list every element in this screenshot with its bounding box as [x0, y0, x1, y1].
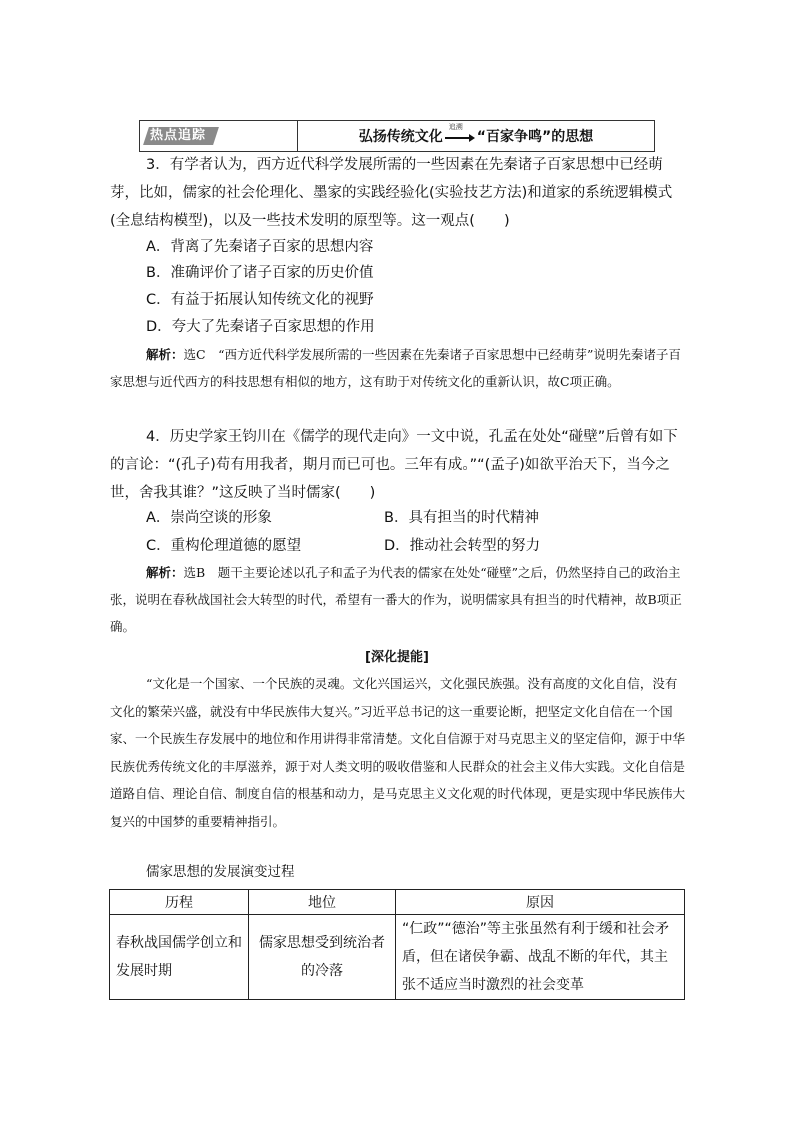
q3-option-d: D．夸大了先秦诸子百家思想的作用 — [146, 319, 375, 335]
cell-stage: 春秋战国儒学创立和发展时期 — [110, 915, 249, 1000]
banner-title-left: 弘扬传统文化 — [358, 129, 443, 145]
q4-analysis-text: 选B 题干主要论述以孔子和孟子为代表的儒家在处处“碰壁”之后，仍然坚持自己的政治主张，说明在春秋战国社会大转型的时代，希望有一番大的作为，说明儒家具有担当的时代精神，故B项正确。 — [110, 565, 682, 634]
table-title: 儒家思想的发展演变过程 — [146, 864, 295, 880]
cell-reason: “仁政”“德治”等主张虽然有利于缓和社会矛盾，但在诸侯争霸、战乱不断的年代，其主张不适应当时激烈的社会变革 — [396, 915, 685, 1000]
q4-option-d: D．推动社会转型的努力 — [384, 538, 541, 554]
banner-tag — [140, 121, 298, 151]
q3-option-c: C．有益于拓展认知传统文化的视野 — [146, 292, 374, 308]
right-arrow-icon — [445, 123, 475, 143]
header-status: 地位 — [249, 890, 396, 915]
cell-status: 儒家思想受到统治者的冷落 — [249, 915, 396, 1000]
banner-tag-label: 热点追踪 — [150, 128, 207, 143]
q3-option-b: B．准确评价了诸子百家的历史价值 — [146, 265, 374, 281]
arrow-label: 追溯 — [448, 123, 463, 131]
q4-option-c: C．重构伦理道德的愿望 — [146, 538, 302, 554]
q3-option-a: A．背离了先秦诸子百家的思想内容 — [146, 239, 374, 255]
q3-analysis — [110, 341, 685, 395]
deepen-quote: “文化是一个国家、一个民族的灵魂。文化兴国运兴，文化强民族强。没有高度的文化自信，没有文化的繁荣兴盛，就没有中华民族伟大复兴。”习近平总书记的这一重要论断，把坚定文化自信在一个国家、一个民族生存发展中的地位和作用讲得非常清楚。文化自信源于对马克思主义的坚定信仰，源于中华民族优秀传统文化的丰厚滋养，源于对人类文明的吸收借鉴和人民群众的社会主义伟大实践。文化自信是道路自信、理论自信、制度自信的根基和动力，是马克思主义文化观的时代体现，更是实现中华民族伟大复兴的中国梦的重要精神指引。 — [110, 676, 686, 829]
question-4-stem: 4．历史学家王钧川在《儒学的现代走向》一文中说，孔孟在处处“碰壁”后曾有如下的言论：“(孔子)苟有用我者，期月而已可也。三年有成。”“(孟子)如欲平治天下，当今之世，舍我其谁？”这反映了当时儒家( ) — [110, 429, 678, 501]
deepen-heading: [深化提能] — [365, 650, 429, 665]
q4-option-b: B．具有担当的时代精神 — [384, 510, 539, 526]
header-stage: 历程 — [110, 890, 249, 915]
topic-banner — [139, 120, 655, 152]
q3-analysis-lead: 解析： — [146, 347, 184, 362]
header-reason: 原因 — [396, 890, 685, 915]
table-row — [110, 915, 685, 1000]
q4-option-a: A．崇尚空谈的形象 — [146, 510, 272, 526]
q4-analysis-lead: 解析： — [146, 565, 184, 580]
question-3-stem: 3．有学者认为，西方近代科学发展所需的一些因素在先秦诸子百家思想中已经萌芽，比如，儒家的社会伦理化、墨家的实践经验化(实验技艺方法)和道家的系统逻辑模式(全息结构模型)，以及一些技术发明的原型等。这一观点( ) — [110, 157, 673, 229]
banner-title-right: “百家争鸣”的思想 — [476, 129, 594, 145]
development-table — [109, 889, 685, 1000]
q4-analysis — [110, 559, 685, 640]
banner-title — [298, 121, 654, 151]
q3-analysis-text: 选C “西方近代科学发展所需的一些因素在先秦诸子百家思想中已经萌芽”说明先秦诸子百家思想与近代西方的科技思想有相似的地方，这有助于对传统文化的重新认识，故C项正确。 — [110, 347, 681, 389]
table-header-row — [110, 890, 685, 915]
